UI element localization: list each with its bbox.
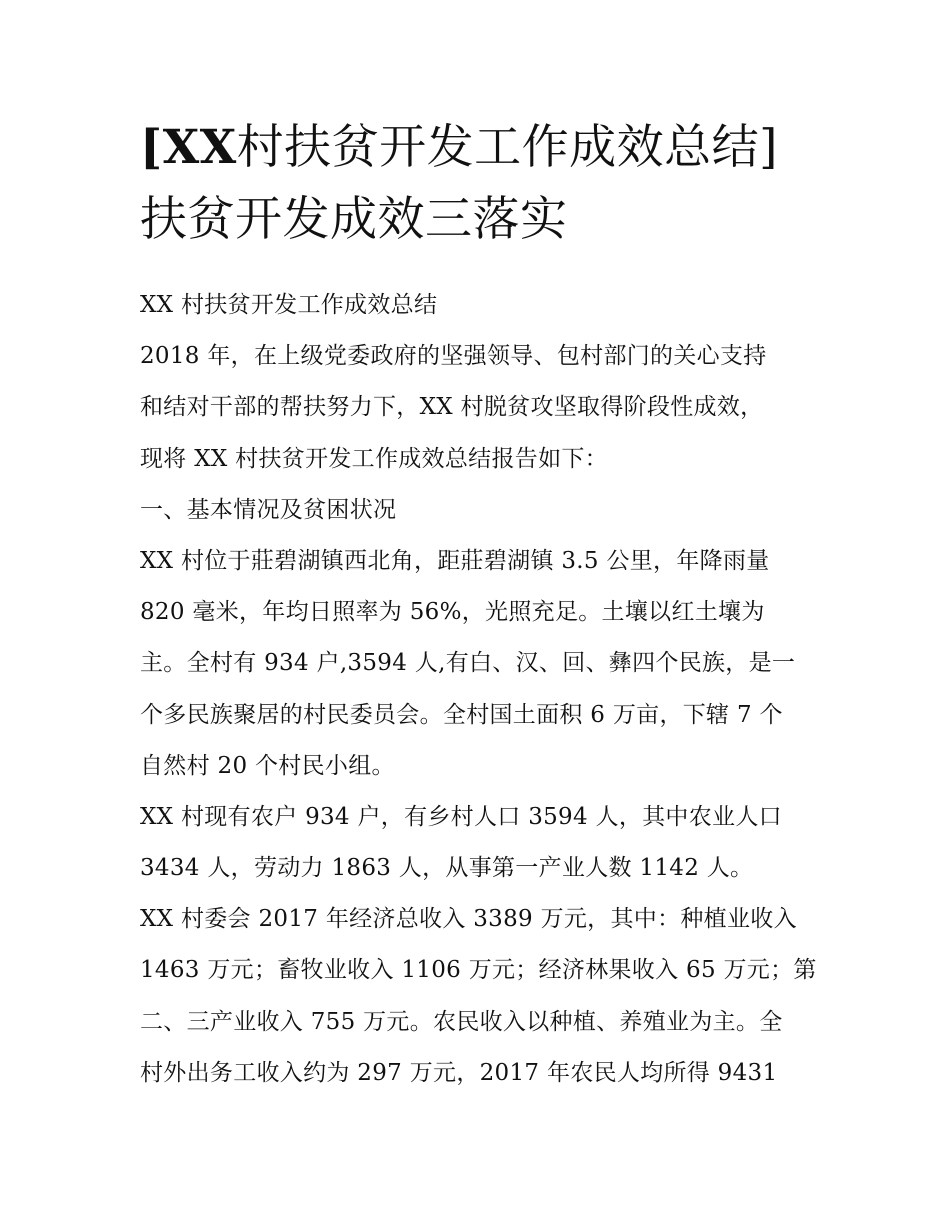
body-line: 个多民族聚居的村民委员会。全村国土面积 6 万亩，下辖 7 个: [140, 701, 783, 728]
document-title: [140, 112, 815, 256]
title-line-1-lead: [XX: [140, 120, 237, 175]
body-line: 主。全村有 934 户,3594 人,有白、汉、回、彝四个民族，是一: [140, 650, 796, 677]
title-line-2-rest: 扶贫开发成效三落实: [140, 192, 568, 247]
body-line: 自然村 20 个村民小组。: [140, 752, 395, 779]
title-line-2: [140, 184, 815, 256]
body-line: 820 毫米，年均日照率为 56%，光照充足。土壤以红土壤为: [140, 599, 765, 626]
section-heading: 一、基本情况及贫困状况: [140, 496, 397, 523]
body-line: 2018 年，在上级党委政府的坚强领导、包村部门的关心支持: [140, 343, 767, 370]
title-line-1-rest: 村扶贫开发工作成效总结]: [236, 120, 779, 175]
body-line: XX 村位于莊碧湖镇西北角，距莊碧湖镇 3.5 公里，年降雨量: [140, 547, 770, 574]
body-line: 现将 XX 村扶贫开发工作成效总结报告如下：: [140, 445, 608, 472]
body-line: XX 村委会 2017 年经济总收入 3389 万元，其中：种植业收入: [140, 906, 797, 933]
body-line: 1463 万元；畜牧业收入 1106 万元；经济林果收入 65 万元；第: [140, 957, 817, 984]
document-content: [140, 112, 815, 1099]
document-body: [140, 280, 815, 1099]
body-line: 村外出务工收入约为 297 万元，2017 年农民人均所得 9431: [140, 1059, 778, 1086]
body-line: 3434 人，劳动力 1863 人，从事第一产业人数 1142 人。: [140, 855, 754, 882]
title-line-1: [140, 112, 815, 184]
body-line: XX 村扶贫开发工作成效总结: [140, 292, 438, 318]
body-line: 和结对干部的帮扶努力下，XX 村脱贫攻坚取得阶段性成效，: [140, 394, 764, 421]
body-line: XX 村现有农户 934 户，有乡村人口 3594 人，其中农业人口: [140, 803, 782, 830]
body-line: 二、三产业收入 755 万元。农民收入以种植、养殖业为主。全: [140, 1008, 783, 1035]
